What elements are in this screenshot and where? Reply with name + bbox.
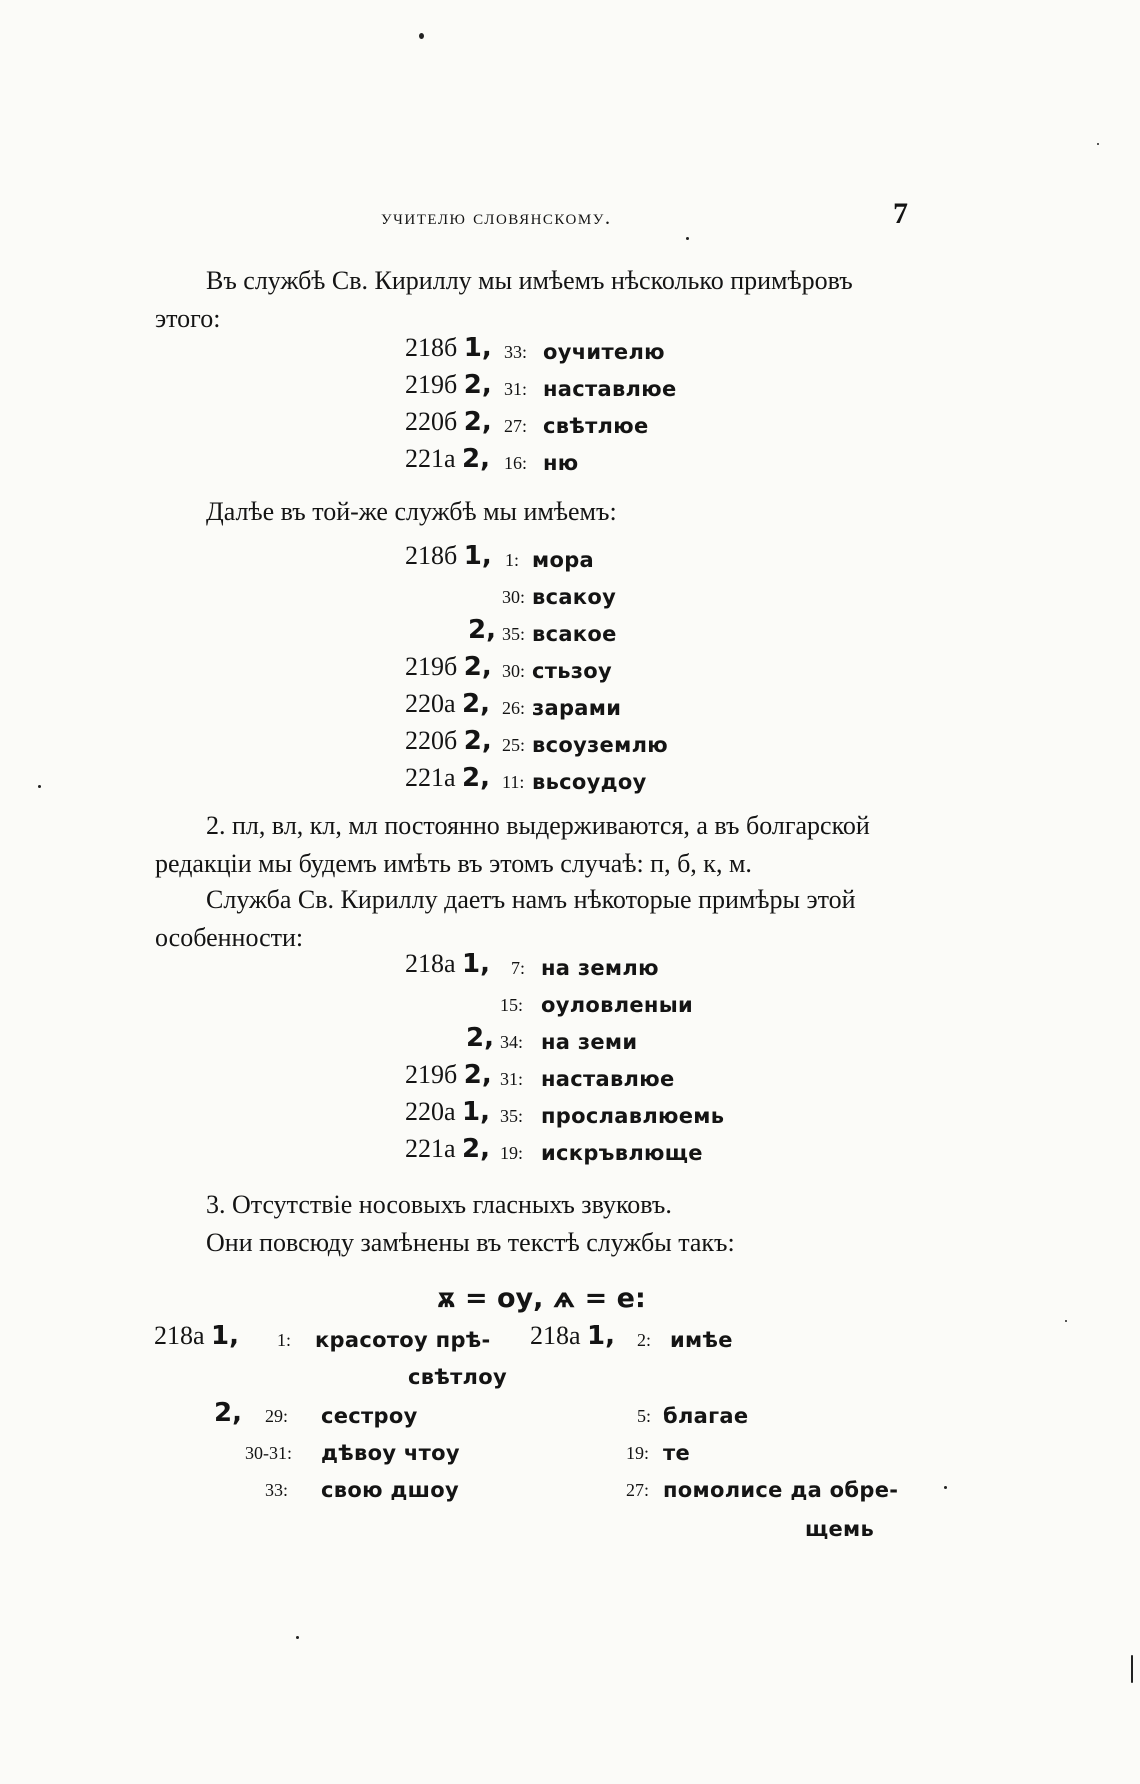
scan-speck <box>1065 1320 1067 1322</box>
line-number: 35: <box>502 624 526 644</box>
column: 2, <box>466 1023 494 1053</box>
ref-row <box>405 333 492 363</box>
old-word: дѣвоу чтоу <box>321 1441 460 1465</box>
line-number: 2: <box>637 1330 652 1350</box>
column: 2, <box>463 726 492 756</box>
line-number: 30-31: <box>245 1443 292 1463</box>
folio: 218а <box>405 949 456 978</box>
ref-row <box>405 689 490 719</box>
folio: 218б <box>405 333 458 362</box>
line-number: 27: <box>504 416 528 436</box>
scan-speck <box>944 1486 947 1489</box>
ref-row <box>468 615 496 645</box>
line-number: 19: <box>626 1443 650 1463</box>
column: 1, <box>462 1097 491 1127</box>
old-word: наставлюе <box>541 1067 675 1091</box>
paragraph-line: Служба Св. Кириллу даетъ намъ нѣкоторые примѣры этой <box>206 885 856 914</box>
line-number: 31: <box>504 379 528 399</box>
column: 2, <box>462 444 491 474</box>
paragraph-line: Далѣе въ той-же службѣ мы имѣемъ: <box>206 497 617 526</box>
line-number: 5: <box>637 1406 652 1426</box>
column: 2, <box>462 763 491 793</box>
old-word: сестроу <box>321 1404 418 1428</box>
ref-row <box>405 1097 490 1127</box>
old-word: имѣе <box>670 1328 733 1352</box>
ref-row <box>530 1321 615 1351</box>
old-word: вьсоудоу <box>532 770 647 794</box>
old-word: те <box>663 1441 691 1465</box>
column: 2, <box>463 370 492 400</box>
scan-speck <box>296 1636 299 1639</box>
old-word: оучителю <box>543 340 665 364</box>
column: 2, <box>463 652 492 682</box>
old-word: мора <box>532 548 594 572</box>
line-number: 19: <box>500 1143 524 1163</box>
ref-row <box>405 1060 492 1090</box>
folio: 219б <box>405 370 458 399</box>
folio: 220а <box>405 1097 456 1126</box>
old-word: помолисе да обре- <box>663 1478 899 1502</box>
paragraph-line: этого: <box>155 304 221 333</box>
old-word: наставлюе <box>543 377 677 401</box>
folio: 220а <box>405 689 456 718</box>
old-word: оуловленыи <box>541 993 694 1017</box>
column: 2, <box>214 1398 242 1428</box>
folio: 220б <box>405 407 458 436</box>
ref-row <box>405 407 492 437</box>
ref-row <box>214 1398 242 1428</box>
paragraph-line: Они повсюду замѣнены въ текстѣ службы такъ: <box>206 1228 735 1257</box>
ref-row <box>405 726 492 756</box>
scan-speck <box>1097 143 1099 145</box>
old-word: прославлюемь <box>541 1104 725 1128</box>
folio: 218а <box>530 1321 581 1350</box>
old-word: всакое <box>532 622 617 646</box>
old-word: на землю <box>541 956 659 980</box>
folio: 218б <box>405 541 458 570</box>
folio: 221а <box>405 1134 456 1163</box>
folio: 219б <box>405 652 458 681</box>
folio: 220б <box>405 726 458 755</box>
ref-row <box>405 1134 490 1164</box>
line-number: 25: <box>502 735 526 755</box>
old-word: благае <box>663 1404 749 1428</box>
ref-row <box>405 370 492 400</box>
page-number: 7 <box>893 197 908 230</box>
section-heading: 3. Отсутствіе носовыхъ гласныхъ звуковъ. <box>206 1190 672 1219</box>
old-word: ню <box>543 451 579 475</box>
column: 2, <box>468 615 496 645</box>
ref-row <box>154 1321 239 1351</box>
line-number: 31: <box>500 1069 524 1089</box>
line-number: 16: <box>504 453 528 473</box>
paragraph-line: Въ службѣ Св. Кириллу мы имѣемъ нѣсколько примѣровъ <box>206 266 853 295</box>
line-number: 26: <box>502 698 526 718</box>
line-number: 34: <box>500 1032 524 1052</box>
scan-speck <box>38 785 41 788</box>
ref-row <box>405 949 490 979</box>
line-number: 30: <box>502 661 526 681</box>
old-word: щемь <box>805 1517 875 1541</box>
old-word: красотоу прѣ- <box>315 1328 491 1352</box>
running-title: учителю словянскому. <box>381 205 612 229</box>
column: 1, <box>463 541 492 571</box>
line-number: 29: <box>265 1406 289 1426</box>
column: 2, <box>462 689 491 719</box>
old-word: свѣтлюе <box>543 414 649 438</box>
ref-row <box>405 763 490 793</box>
equation: ѫ = оу, ѧ = е: <box>437 1283 646 1314</box>
column: 2, <box>463 1060 492 1090</box>
old-word: на земи <box>541 1030 638 1054</box>
line-number: 33: <box>504 342 528 362</box>
scan-speck <box>1131 1655 1133 1683</box>
line-number: 15: <box>500 995 524 1015</box>
old-word: стьзоу <box>532 659 613 683</box>
line-number: 1: <box>505 550 520 570</box>
line-number: 1: <box>277 1330 292 1350</box>
line-number: 33: <box>265 1480 289 1500</box>
old-word: свѣтлоу <box>408 1365 507 1389</box>
column: 1, <box>587 1321 616 1351</box>
column: 2, <box>462 1134 491 1164</box>
ref-row <box>405 541 492 571</box>
folio: 218а <box>154 1321 205 1350</box>
line-number: 7: <box>511 958 526 978</box>
column: 1, <box>463 333 492 363</box>
old-word: всакоу <box>532 585 617 609</box>
old-word: искръвлюще <box>541 1141 703 1165</box>
column: 1, <box>462 949 491 979</box>
scan-speck <box>686 237 689 240</box>
old-word: свою дшоу <box>321 1478 459 1502</box>
old-word: зарами <box>532 696 622 720</box>
ref-row <box>405 652 492 682</box>
ref-row <box>466 1023 494 1053</box>
scan-speck <box>419 33 424 39</box>
paragraph-line: особенности: <box>155 923 304 952</box>
line-number: 11: <box>502 772 525 792</box>
line-number: 35: <box>500 1106 524 1126</box>
folio: 219б <box>405 1060 458 1089</box>
paragraph-line: 2. пл, вл, кл, мл постоянно выдерживаются, а въ болгарской <box>206 811 870 840</box>
column: 2, <box>463 407 492 437</box>
folio: 221а <box>405 763 456 792</box>
folio: 221а <box>405 444 456 473</box>
column: 1, <box>211 1321 240 1351</box>
old-word: всоуземлю <box>532 733 668 757</box>
line-number: 30: <box>502 587 526 607</box>
paragraph-line: редакціи мы будемъ имѣть въ этомъ случаѣ: п, б, к, м. <box>155 849 752 878</box>
line-number: 27: <box>626 1480 650 1500</box>
ref-row <box>405 444 490 474</box>
